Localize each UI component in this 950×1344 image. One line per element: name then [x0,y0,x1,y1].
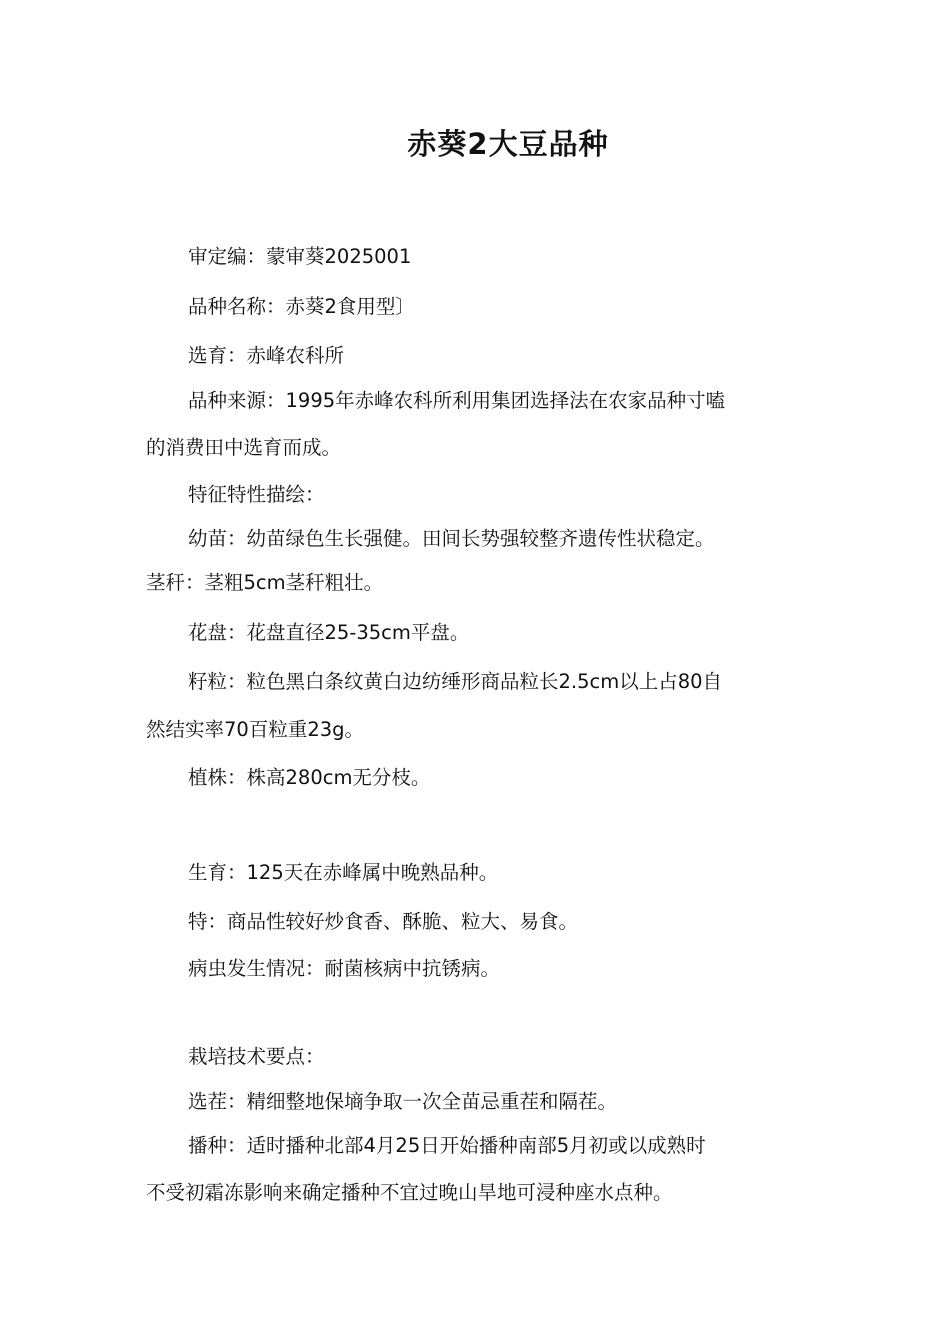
variety-name-line: 品种名称：赤葵2食用型〕 [188,295,415,318]
origin-line-2: 的消费田中选育而成。 [146,436,342,459]
sowing-line-1: 播种：适时播种北部4月25日开始播种南部5月初或以成熟时 [188,1134,706,1157]
growth-period-line: 生育：125天在赤峰属中晚熟品种。 [188,861,499,884]
approval-number-line: 审定编：蒙审葵2025001 [188,245,412,268]
breeder-line: 选育：赤峰农科所 [188,344,345,367]
cultivation-heading: 栽培技术要点： [188,1045,325,1068]
field-selection-line: 选茬：精细整地保墒争取一次全苗忌重茬和隔茬。 [188,1090,618,1113]
seedling-line: 幼苗：幼苗绿色生长强健。田间长势强较整齐遗传性状稳定。 [188,527,715,550]
special-traits-line: 特：商品性较好炒食香、酥脆、粒大、易食。 [188,910,579,933]
characteristics-heading: 特征特性描绘： [188,483,325,506]
origin-line-1: 品种来源：1995年赤峰农科所利用集团选择法在农家品种寸嗑 [188,389,726,412]
stem-line: 茎秆：茎粗5cm茎秆粗壮。 [146,571,384,594]
plant-line: 植株：株高280cm无分枝。 [188,766,431,789]
seed-line-2: 然结实率70百粒重23g。 [146,718,365,741]
document-title: 赤葵2大豆品种 [407,127,609,161]
seed-line-1: 籽粒：粒色黑白条纹黄白边纺缍形商品粒长2.5cm以上占80自 [188,670,723,693]
sowing-line-2: 不受初霜冻影响来确定播种不宜过晚山旱地可浸种座水点种。 [146,1181,673,1204]
disease-line: 病虫发生情况：耐菌核病中抗锈病。 [188,957,501,980]
flower-disc-line: 花盘：花盘直径25-35cm平盘。 [188,621,470,644]
